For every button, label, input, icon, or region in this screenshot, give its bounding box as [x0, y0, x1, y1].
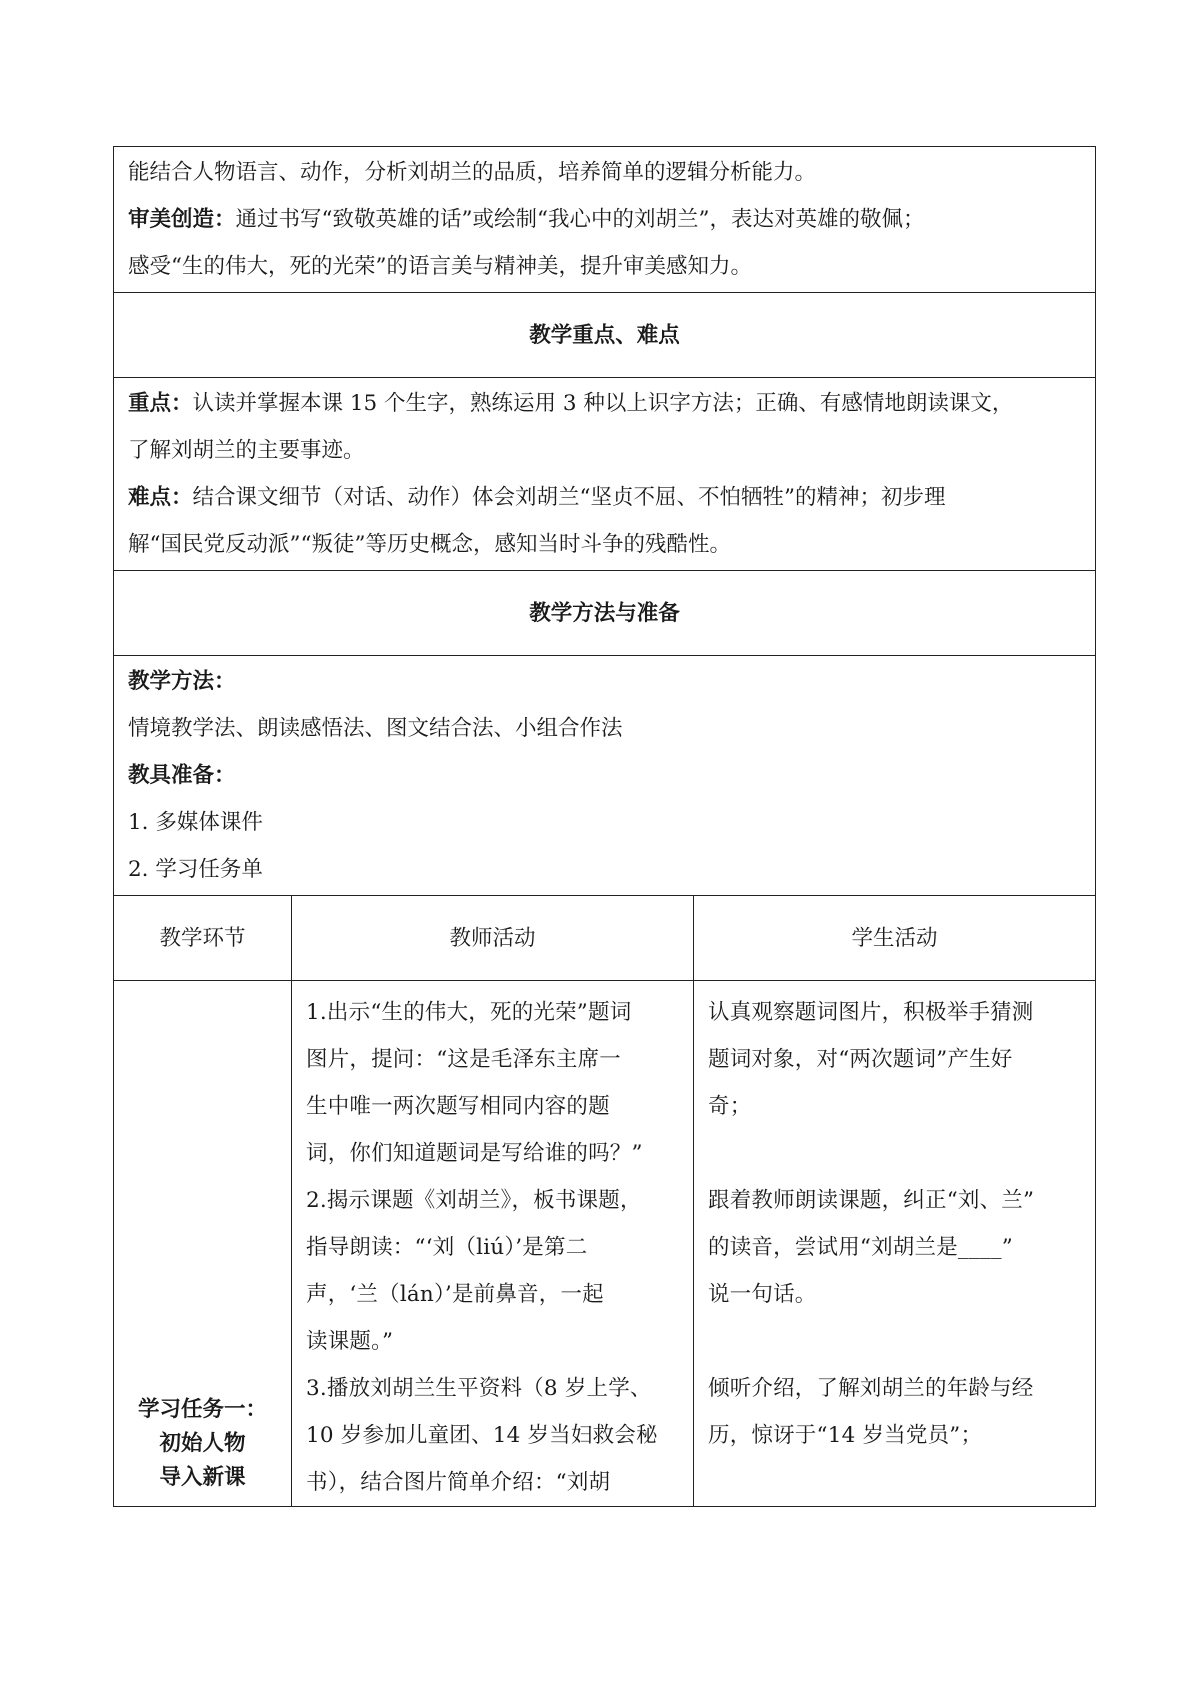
- lesson-plan-table: [113, 146, 1096, 1507]
- teacher-line: 生中唯一两次题写相同内容的题: [306, 1094, 610, 1119]
- task1-teacher-cell: [292, 981, 694, 1507]
- student-line: 倾听介绍，了解刘胡兰的年龄与经: [708, 1376, 1034, 1401]
- method-text: 情境教学法、朗读感悟法、图文结合法、小组合作法: [128, 716, 623, 741]
- task1-phase-line-1: 学习任务一：: [137, 1396, 267, 1422]
- method-label: 教学方法：: [128, 669, 236, 694]
- spacer: [708, 1318, 1083, 1365]
- teacher-line: 2.揭示课题《刘胡兰》，板书课题，: [306, 1188, 642, 1213]
- student-line: 历，惊讶于“14 岁当党员”；: [708, 1423, 983, 1448]
- difficult-label: 难点：: [128, 485, 193, 510]
- methods-heading: 教学方法与准备: [529, 600, 680, 626]
- student-line: 认真观察题词图片，积极举手猜测: [708, 1000, 1034, 1025]
- task1-phase-line-3: 导入新课: [159, 1464, 246, 1490]
- student-line: 奇；: [708, 1094, 752, 1119]
- teacher-line: 读课题。”: [306, 1329, 394, 1354]
- aesthetic-label: 审美创造：: [128, 207, 236, 232]
- spacer: [708, 1130, 1083, 1177]
- teacher-line: 图片，提问：“这是毛泽东主席一: [306, 1047, 621, 1072]
- methods-row: [114, 656, 1096, 896]
- column-header-row: [114, 896, 1096, 981]
- teacher-line: 3.播放刘胡兰生平资料（8 岁上学、: [306, 1376, 652, 1401]
- tools-label: 教具准备：: [128, 763, 236, 788]
- student-line: 说一句话。: [708, 1282, 817, 1307]
- difficult-line: [128, 474, 1081, 521]
- task1-phase-line-2: 初始人物: [159, 1430, 246, 1456]
- key-line: [128, 380, 1081, 427]
- column-header-phase: 教学环节: [114, 896, 292, 981]
- aesthetic-line: [128, 196, 1081, 243]
- tool-item-1: 1. 多媒体课件: [128, 810, 263, 835]
- teacher-line: 指导朗读：“‘刘（liú）’是第二: [306, 1235, 588, 1260]
- objectives-cell: [114, 147, 1096, 293]
- task1-row: [114, 981, 1096, 1507]
- column-header-teacher: 教师活动: [292, 896, 694, 981]
- aesthetic-text: 通过书写“致敬英雄的话”或绘制“我心中的刘胡兰”，表达对英雄的敬佩；: [235, 207, 925, 232]
- key-label: 重点：: [128, 391, 193, 416]
- student-line: 的读音，尝试用“刘胡兰是____”: [708, 1235, 1013, 1260]
- teacher-line: 1.出示“生的伟大，死的光荣”题词: [306, 1000, 632, 1025]
- key-difficult-row: [114, 378, 1096, 571]
- student-line: 跟着教师朗读课题，纠正“刘、兰”: [708, 1188, 1035, 1213]
- methods-heading-cell: [114, 571, 1096, 656]
- key-difficult-cell: [114, 378, 1096, 571]
- key-line-2: 了解刘胡兰的主要事迹。: [128, 438, 365, 463]
- student-line: 题词对象，对“两次题词”产生好: [708, 1047, 1013, 1072]
- methods-heading-row: [114, 571, 1096, 656]
- task1-student-cell: [694, 981, 1096, 1507]
- difficult-text: 结合课文细节（对话、动作）体会刘胡兰“坚贞不屈、不怕牺牲”的精神；初步理: [192, 485, 946, 510]
- tool-item-2: 2. 学习任务单: [128, 857, 263, 882]
- task1-phase-cell: [114, 981, 292, 1507]
- key-difficult-heading-cell: [114, 293, 1096, 378]
- teacher-line: 10 岁参加儿童团、14 岁当妇救会秘: [306, 1423, 658, 1448]
- teacher-line: 词，你们知道题词是写给谁的吗？”: [306, 1141, 643, 1166]
- key-text: 认读并掌握本课 15 个生字，熟练运用 3 种以上识字方法；正确、有感情地朗读课文，: [192, 391, 1014, 416]
- difficult-line-2: 解“国民党反动派”“叛徒”等历史概念，感知当时斗争的残酷性。: [128, 532, 731, 557]
- teacher-line: 声，‘兰（lán）’是前鼻音，一起: [306, 1282, 604, 1307]
- aesthetic-line-2: 感受“生的伟大，死的光荣”的语言美与精神美，提升审美感知力。: [128, 254, 752, 279]
- column-header-student: 学生活动: [694, 896, 1096, 981]
- teacher-line: 书），结合图片简单介绍：“刘胡: [306, 1470, 611, 1495]
- objectives-row: [114, 147, 1096, 293]
- objectives-line: 能结合人物语言、动作，分析刘胡兰的品质，培养简单的逻辑分析能力。: [128, 160, 817, 185]
- key-difficult-heading-row: [114, 293, 1096, 378]
- methods-cell: [114, 656, 1096, 896]
- key-difficult-heading: 教学重点、难点: [529, 322, 680, 348]
